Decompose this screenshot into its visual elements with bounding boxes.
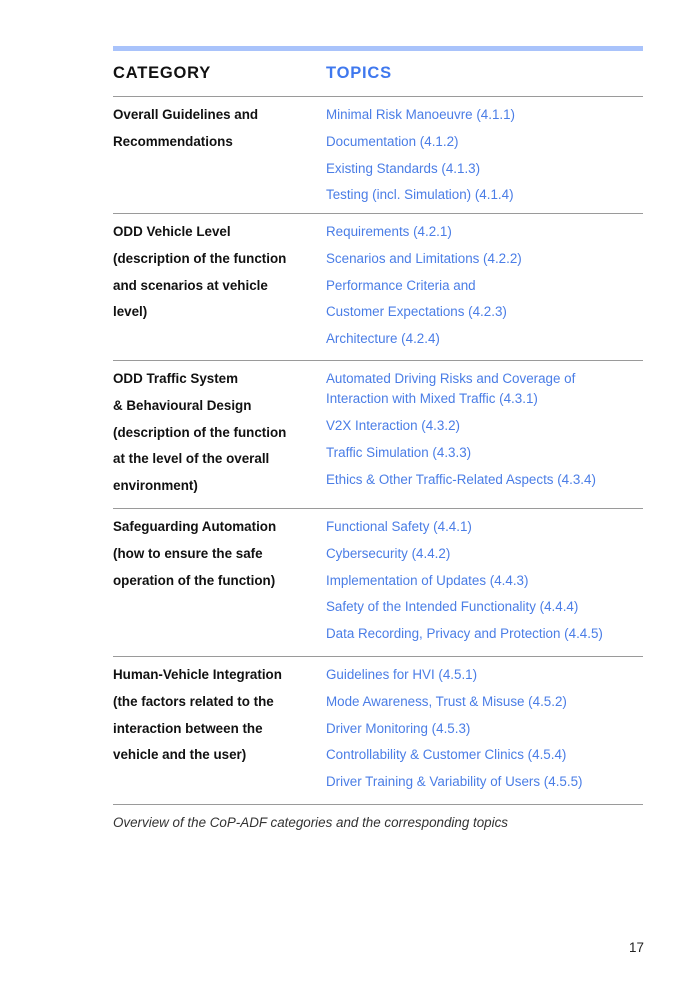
table-caption: Overview of the CoP-ADF categories and the corresponding topics (113, 815, 508, 830)
category-cell (113, 105, 318, 159)
topic-link[interactable]: Controllability & Customer Clinics (4.5.4) (326, 747, 567, 763)
category-text: (how to ensure the safe (113, 545, 263, 561)
category-text: Overall Guidelines and (113, 107, 259, 122)
topic-link[interactable]: Minimal Risk Manoeuvre (4.1.1) (326, 107, 516, 122)
category-cell (113, 369, 318, 503)
topic-link[interactable]: Customer Expectations (4.2.3) (326, 304, 507, 320)
category-text: ODD Traffic System (113, 371, 239, 386)
topic-link[interactable]: Performance Criteria and (326, 277, 476, 293)
topic-link[interactable]: Architecture (4.2.4) (326, 331, 440, 347)
category-text: (description of the function (113, 250, 287, 266)
category-cell (113, 517, 318, 597)
topic-link[interactable]: Data Recording, Privacy and Protection (4.4.5) (326, 626, 603, 642)
topic-link[interactable]: Ethics & Other Traffic-Related Aspects (4.3.4) (326, 471, 596, 487)
topic-link[interactable]: Driver Training & Variability of Users (4.5.5) (326, 774, 583, 790)
table-header (113, 64, 643, 97)
topic-link[interactable]: Safety of the Intended Functionality (4.4.4) (326, 599, 579, 615)
topics-cell (326, 222, 646, 356)
top-accent-bar (113, 46, 643, 51)
table-row (113, 657, 643, 805)
category-text: environment) (113, 478, 198, 494)
category-text: interaction between the (113, 720, 263, 736)
category-text: at the level of the overall (113, 451, 270, 467)
topic-link[interactable]: Existing Standards (4.1.3) (326, 160, 481, 176)
category-text: (the factors related to the (113, 693, 274, 709)
topic-link[interactable]: Requirements (4.2.1) (326, 224, 452, 239)
topic-link[interactable]: Traffic Simulation (4.3.3) (326, 444, 472, 460)
topic-link[interactable]: Cybersecurity (4.4.2) (326, 545, 451, 561)
topics-cell (326, 369, 646, 496)
category-column-header: CATEGORY (113, 64, 212, 82)
table-row (113, 361, 643, 509)
table-row (113, 97, 643, 214)
topics-cell (326, 517, 646, 651)
category-cell (113, 222, 318, 329)
topic-link[interactable]: Testing (incl. Simulation) (4.1.4) (326, 187, 514, 203)
category-text: vehicle and the user) (113, 747, 247, 763)
topic-link[interactable]: Documentation (4.1.2) (326, 133, 459, 149)
category-text: ODD Vehicle Level (113, 224, 231, 239)
category-cell (113, 665, 318, 772)
category-text: & Behavioural Design (113, 397, 252, 413)
topic-link[interactable]: Implementation of Updates (4.4.3) (326, 572, 529, 588)
table-row (113, 214, 643, 361)
topic-link[interactable]: Automated Driving Risks and Coverage of Interaction with Mixed Traffic (4.3.1) (326, 371, 576, 406)
topic-link[interactable]: Scenarios and Limitations (4.2.2) (326, 250, 522, 266)
topics-cell (326, 105, 646, 212)
category-text: (description of the function (113, 424, 287, 440)
category-text: and scenarios at vehicle (113, 277, 268, 293)
topic-link[interactable]: Guidelines for HVI (4.5.1) (326, 667, 478, 682)
table-row (113, 509, 643, 657)
topic-link[interactable]: Mode Awareness, Trust & Misuse (4.5.2) (326, 693, 567, 709)
topic-link[interactable]: Functional Safety (4.4.1) (326, 519, 472, 534)
category-text: Recommendations (113, 133, 233, 149)
category-text: Human-Vehicle Integration (113, 667, 282, 682)
topics-column-header: TOPICS (326, 64, 392, 82)
category-text: operation of the function) (113, 572, 276, 588)
category-text: level) (113, 304, 148, 320)
topics-cell (326, 665, 646, 799)
topic-link[interactable]: Driver Monitoring (4.5.3) (326, 720, 471, 736)
page-number: 17 (629, 940, 644, 955)
topic-link[interactable]: V2X Interaction (4.3.2) (326, 418, 460, 433)
category-text: Safeguarding Automation (113, 519, 277, 534)
